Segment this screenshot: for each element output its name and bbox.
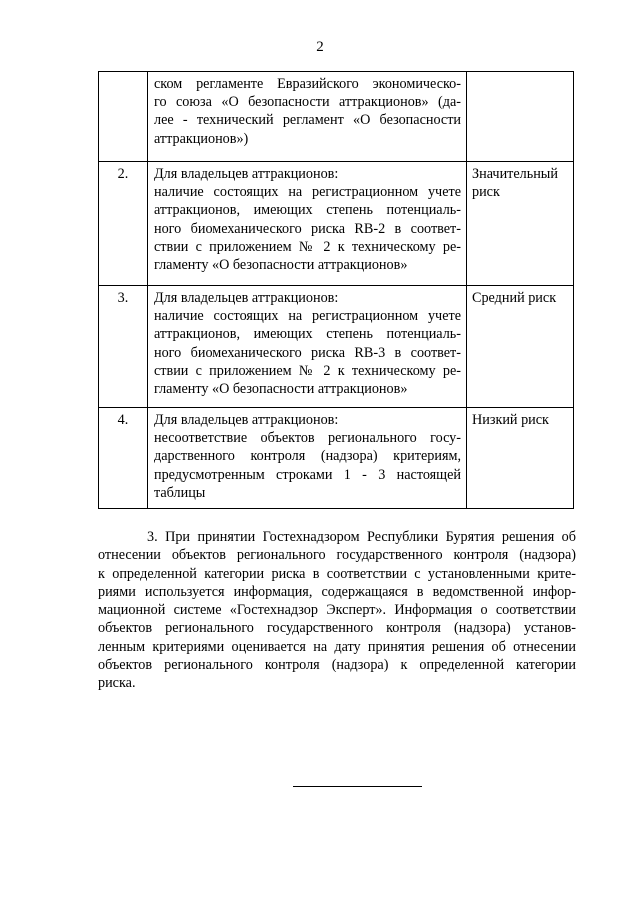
table-row — [99, 408, 574, 509]
table-row — [99, 286, 574, 408]
criterion-line: го союза «О безопасности аттракционов» (да- — [154, 94, 461, 111]
body-paragraph — [98, 528, 576, 693]
risk-category-cell — [467, 162, 574, 286]
risk-category-cell — [467, 408, 574, 509]
criterion-line: наличие состоящих на регистрационном учете — [154, 308, 461, 325]
criterion-cell — [148, 286, 467, 408]
paragraph-line: объектов регионального государственного контроля (надзора) установ- — [98, 620, 576, 637]
criterion-cell — [148, 162, 467, 286]
criterion-line: гламенту «О безопасности аттракционов» — [154, 257, 408, 274]
risk-criteria-table — [98, 71, 574, 509]
criterion-line: таблицы — [154, 484, 206, 501]
criterion-line: гламенту «О безопасности аттракционов» — [154, 381, 408, 398]
paragraph-line: мационной системе «Гостехнадзор Эксперт». Информация о соответствии — [98, 602, 576, 619]
criterion-line: Для владельцев аттракционов: — [154, 290, 339, 306]
row-number-cell — [99, 72, 148, 162]
paragraph-line: ленным критериями оценивается на дату принятия решения об отнесении — [98, 638, 576, 655]
paragraph-line: риями используется информация, содержащаяся в ведомственной инфор- — [98, 583, 576, 600]
risk-category-line: Средний риск — [472, 290, 557, 306]
criterion-line: предусмотренным строками 1 - 3 настоящей — [154, 466, 461, 483]
table-row — [99, 162, 574, 286]
signature-divider — [293, 786, 422, 787]
criterion-line: несоответствие объектов регионального госу- — [154, 430, 461, 447]
risk-category-line: риск — [472, 184, 500, 201]
criterion-cell — [148, 408, 467, 509]
page-number: 2 — [316, 39, 324, 55]
table-row — [99, 72, 574, 162]
paragraph-line: объектов регионального контроля (надзора) к определенной категории — [98, 657, 576, 674]
criterion-line: ствии с приложением № 2 к техническому ре- — [154, 362, 461, 379]
criterion-line: ного биомеханического риска RB-3 в соответ- — [154, 344, 461, 361]
criterion-line: Для владельцев аттракционов: — [154, 166, 339, 182]
criterion-line: ствии с приложением № 2 к техническому ре- — [154, 238, 461, 255]
paragraph-line: отнесении объектов регионального государственного контроля (надзора) — [98, 547, 576, 564]
criterion-line: Для владельцев аттракционов: — [154, 412, 339, 428]
risk-category-cell — [467, 286, 574, 408]
criterion-cell — [148, 72, 467, 162]
criterion-line: аттракционов, имеющих степень потенциаль- — [154, 202, 461, 219]
row-number-cell: 2. — [99, 162, 148, 286]
criterion-line: аттракционов, имеющих степень потенциаль- — [154, 326, 461, 343]
paragraph-line: 3. При принятии Гостехнадзором Республики Бурятия решения об — [147, 529, 576, 545]
paragraph-line: риска. — [98, 675, 136, 692]
risk-category-cell — [467, 72, 574, 162]
criterion-line: аттракционов») — [154, 130, 249, 147]
paragraph-line: к определенной категории риска в соответствии с установленными крите- — [98, 565, 576, 582]
criterion-line: дарственного контроля (надзора) критериям, — [154, 448, 461, 465]
criterion-line: лее - технический регламент «О безопасности — [154, 112, 461, 129]
risk-category-line: Низкий риск — [472, 412, 549, 428]
row-number-cell: 3. — [99, 286, 148, 408]
risk-category-line: Значительный — [472, 166, 558, 182]
criterion-line: наличие состоящих на регистрационном учете — [154, 184, 461, 201]
criterion-line: ском регламенте Евразийского экономическо- — [154, 76, 461, 92]
criterion-line: ного биомеханического риска RB-2 в соответ- — [154, 220, 461, 237]
row-number-cell: 4. — [99, 408, 148, 509]
